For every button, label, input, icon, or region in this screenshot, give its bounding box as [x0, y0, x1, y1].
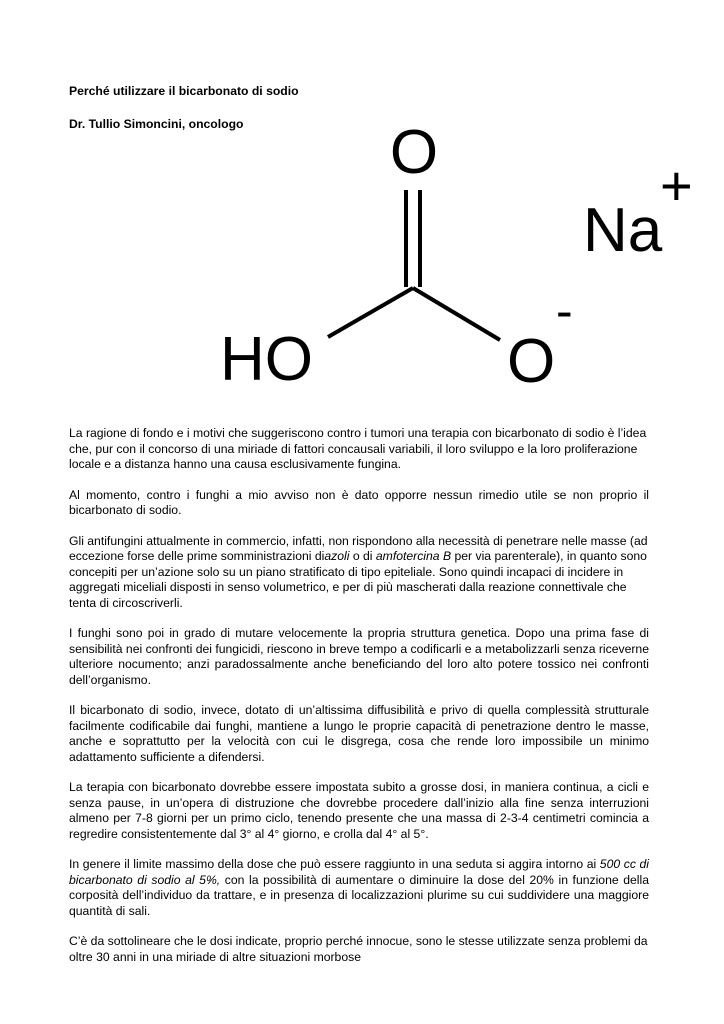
paragraph-2: Al momento, contro i funghi a mio avviso non è dato opporre nessun rimedio utile se non proprio il bicarbonato di sodio. — [69, 487, 649, 517]
article-body — [69, 426, 649, 980]
paragraph-7-part-c: con la possibilità di aumentare o diminuire la dose del 20% in funzione della corposità dell’individuo da trattare, e in presenza di localizzazioni plurime su cui suddividere una maggiore quantità di sali. — [69, 872, 649, 918]
sodium-bicarbonate-structure — [200, 115, 720, 395]
paragraph-5: Il bicarbonato di sodio, invece, dotato di un’altissima diffusibilità e privo di quella complessità strutturale facilmente codificabile dai funghi, mantiene a lungo le proprie capacità di penetrazione dentro le masse, anche e soprattutto per la velocità con cui le disgrega, cosa che rende loro impossibile un minimo adattamento sufficiente a difendersi. — [69, 703, 649, 764]
document-author: Dr. Tullio Simoncini, oncologo — [69, 117, 244, 131]
charge-minus: - — [556, 283, 573, 339]
single-bond-left — [328, 288, 413, 337]
paragraph-3-part-e: per via parenterale), in quanto sono concepiti per un’azione solo su un piano stratificato di tipo epiteliale. Sono quindi incapaci di incidere in aggregati miceliali disposti in senso volumetrico, e per di più mascherati dalla reazione connettivale che tenta di circoscriverli. — [69, 549, 647, 610]
paragraph-1: La ragione di fondo e i motivi che suggeriscono contro i tumori una terapia con bicarbonato di sodio è l’idea che, pur con il concorso di una miriade di fattori concausali variabili, il loro sviluppo e la loro proliferazione locale e a distanza hanno una causa esclusivamente fungina. — [69, 426, 647, 471]
cation-na: Na — [583, 196, 663, 265]
paragraph-3-part-c: o di — [349, 549, 376, 563]
paragraph-3 — [69, 534, 649, 612]
document-title: Perché utilizzare il bicarbonato di sodio — [69, 84, 299, 98]
single-bond-right — [413, 288, 500, 340]
charge-plus: + — [660, 154, 693, 217]
paragraph-3-part-a: Gli antifungini attualmente in commercio, infatti, non rispondono alla necessità di penetrare nelle masse (ad eccezione forse delle prime somministrazioni di — [69, 533, 648, 563]
paragraph-7 — [69, 857, 649, 919]
paragraph-7-part-a: In genere il limite massimo della dose che può essere raggiunto in una seduta si aggira intorno ai — [69, 857, 600, 871]
group-ho: HO — [220, 325, 313, 394]
paragraph-4: I funghi sono poi in grado di mutare velocemente la propria struttura genetica. Dopo una prima fase di sensibilità nei confronti dei fungicidi, riescono in breve tempo a codificarli e a metabolizzarli senza riceverne ulteriore nocumento; anzi paradossalmente anche beneficiando del loro alto potere tossico nei confronti dell’organismo. — [69, 626, 649, 687]
paragraph-7-dose: 500 cc di bicarbonato di sodio al 5%, — [69, 857, 649, 887]
atom-o-top: O — [389, 118, 439, 187]
paragraph-3-amfotercina: amfotercina B — [375, 549, 452, 563]
paragraph-3-azoli: azoli — [324, 549, 350, 563]
atom-o-right: O — [507, 327, 556, 395]
paragraph-6: La terapia con bicarbonato dovrebbe essere impostata subito a grosse dosi, in maniera continua, a cicli e senza pause, in un’opera di distruzione che dovrebbe procedere dall’inizio alla fine senza interruzioni almeno per 7-8 giorni per un primo ciclo, tenendo presente che una massa di 2-3-4 centimetri comincia a regredire consistentemente dal 3° al 4° giorno, e crolla dal 4° al 5°. — [69, 780, 649, 841]
paragraph-8: C’è da sottolineare che le dosi indicate, proprio perché innocue, sono le stesse utilizzate senza problemi da oltre 30 anni in una miriade di altre situazioni morbose — [69, 934, 648, 964]
